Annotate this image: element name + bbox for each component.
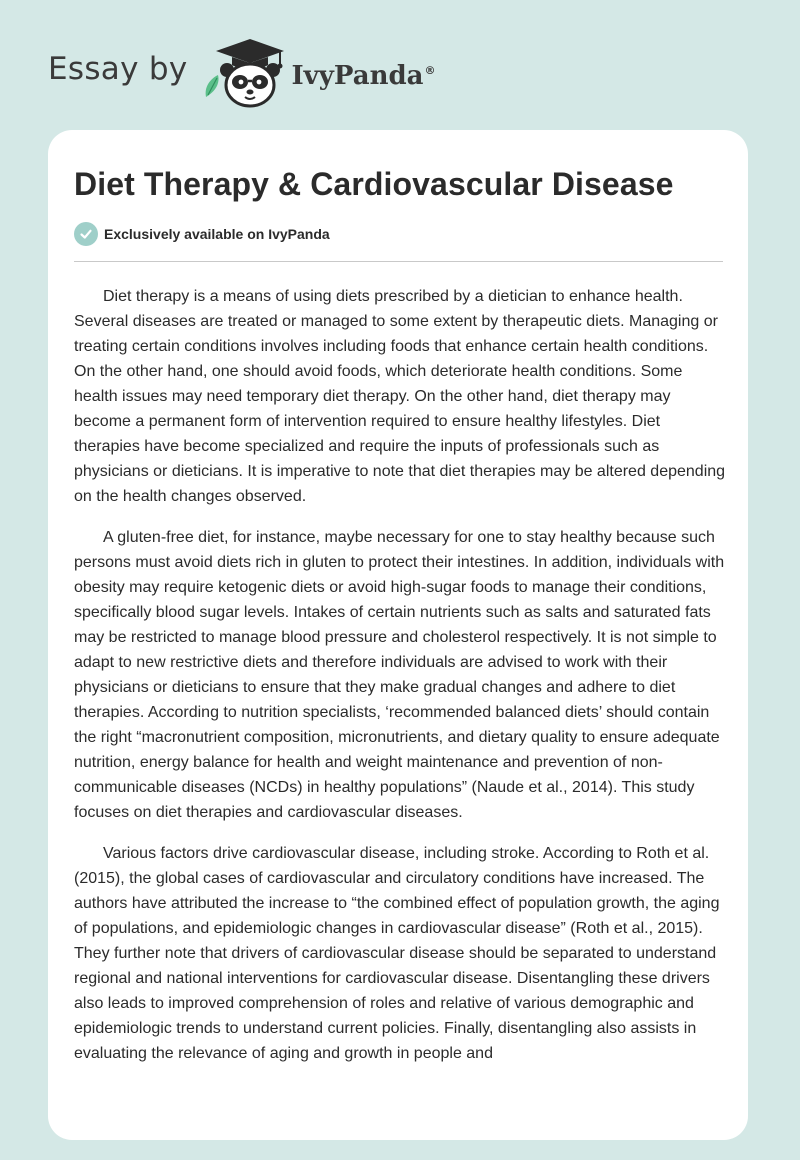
brand-name (292, 61, 436, 91)
exclusive-badge (74, 222, 330, 246)
essay-card (48, 130, 748, 1140)
panda-graduate-icon (200, 37, 286, 109)
brand-prefix: Essay by (48, 51, 188, 87)
title-divider (74, 261, 723, 262)
paragraph: Diet therapy is a means of using diets prescribed by a dietician to enhance health. Several diseases are treated or managed to some extent by therapeutic diets. Managing or treating certain conditions involves including foods that enhance certain health conditions. On the other hand, one should avoid foods, which deteriorate health conditions. Some health issues may need temporary diet therapy. On the other hand, diet therapy may become a permanent form of intervention required to ensure healthy lifestyles. Diet therapies have become specialized and require the inputs of professionals such as physicians or dieticians. It is imperative to note that diet therapies may be altered depending on the health changes observed. (74, 288, 726, 505)
registered-mark: ® (424, 64, 436, 78)
paragraph: Various factors drive cardiovascular disease, including stroke. According to Roth et al. (2015), the global cases of cardiovascular and circulatory conditions have increased. The authors have attributed the increase to “the combined effect of population growth, the aging of populations, and epidemiologic changes in cardiovascular disease” (Roth et al., 2015). They further note that drivers of cardiovascular disease should be separated to understand regional and national interventions for cardiovascular disease. Disentangling these drivers also leads to improved comprehension of roles and relative of various demographic and epidemiologic trends to understand current policies. Finally, disentangling also assists in evaluating the relevance of aging and growth in people and (74, 845, 720, 1062)
page-title: Diet Therapy & Cardiovascular Disease (74, 166, 674, 202)
check-circle-icon (74, 222, 98, 246)
site-brand[interactable] (48, 38, 436, 108)
checkmark-glyph (79, 227, 93, 241)
essay-body (74, 284, 726, 1082)
badge-text: Exclusively available on IvyPanda (104, 226, 330, 242)
brand-name-text: IvyPanda (291, 61, 424, 91)
paragraph: A gluten-free diet, for instance, maybe necessary for one to stay healthy because such persons must avoid diets rich in gluten to protect their intestines. In addition, individuals with obesity may require ketogenic diets or avoid high-sugar foods to manage their conditions, specifically blood sugar levels. Intakes of certain nutrients such as salts and saturated fats may be restricted to manage blood pressure and cholesterol respectively. It is not simple to adapt to new restrictive diets and therefore individuals are advised to work with their physicians or dieticians to ensure that they make gradual changes and adhere to diet therapies. According to nutrition specialists, ‘recommended balanced diets’ should contain the right “macronutrient composition, micronutrients, and dietary quality to ensure adequate nutrition, energy balance for health and weight maintenance and prevention of non-communicable diseases (NCDs) in healthy populations” (Naude et al., 2014). This study focuses on diet therapies and cardiovascular diseases. (74, 529, 725, 821)
